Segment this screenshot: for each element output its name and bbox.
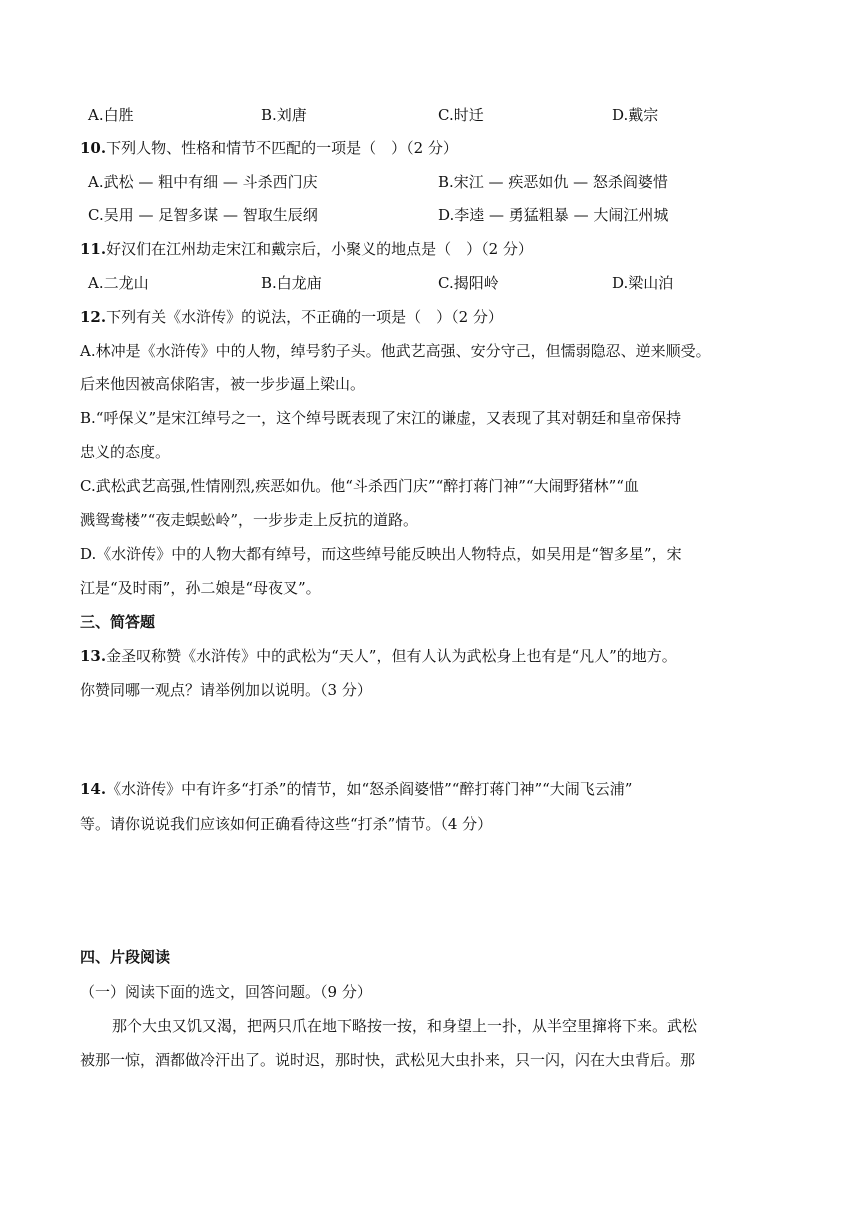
q14-line2: 等。请你说说我们应该如何正确看待这些“打杀”情节。（4 分）: [80, 815, 493, 833]
q9-option-a: A.白胜: [88, 106, 134, 124]
q12-option-b-line1: B.“呼保义”是宋江绰号之一，这个绰号既表现了宋江的谦虚，又表现了其对朝廷和皇帝保持: [80, 409, 682, 427]
q13-number: 13.: [80, 647, 107, 665]
q12-stem: [80, 306, 503, 328]
q12-option-c-line1: C.武松武艺高强,性情刚烈,疾恶如仇。他“斗杀西门庆”“醉打蒋门神”“大闹野猪林”“血: [80, 477, 639, 495]
q10-option-c: C.吴用 — 足智多谋 — 智取生辰纲: [88, 206, 318, 224]
q10-option-a: A.武松 — 粗中有细 — 斗杀西门庆: [88, 173, 318, 191]
q13-line1: [80, 645, 677, 667]
q10-option-d: D.李逵 — 勇猛粗暴 — 大闹江州城: [438, 206, 669, 224]
q12-option-a-line1: A.林冲是《水浒传》中的人物，绰号豹子头。他武艺高强、安分守己，但懦弱隐忍、逆来顺受。: [80, 342, 711, 360]
q9-option-b: B.刘唐: [261, 106, 307, 124]
q11-option-a: A.二龙山: [88, 274, 149, 292]
q12-option-d-line1: D.《水浒传》中的人物大都有绰号，而这些绰号能反映出人物特点，如吴用是“智多星”，宋: [80, 545, 682, 563]
section-4-heading: 四、片段阅读: [80, 948, 171, 966]
reading-paragraph-line2: 被那一惊，酒都做冷汗出了。说时迟，那时快，武松见大虫扑来，只一闪，闪在大虫背后。那: [80, 1051, 696, 1069]
reading-paragraph-line1: 那个大虫又饥又渴，把两只爪在地下略按一按，和身望上一扑，从半空里撺将下来。武松: [112, 1017, 698, 1035]
q12-option-c-line2: 溅鸳鸯楼”“夜走蜈蚣岭”，一步步走上反抗的道路。: [80, 511, 419, 529]
q10-number: 10.: [80, 139, 107, 157]
q11-number: 11.: [80, 240, 107, 258]
q13-text: 金圣叹称赞《水浒传》中的武松为“天人”，但有人认为武松身上也有是“凡人”的地方。: [106, 647, 677, 665]
q12-option-d-line2: 江是“及时雨”，孙二娘是“母夜叉”。: [80, 579, 321, 597]
q10-text: 下列人物、性格和情节不匹配的一项是（ ）（2 分）: [106, 139, 458, 157]
q13-line2: 你赞同哪一观点？请举例加以说明。（3 分）: [80, 681, 372, 699]
q9-option-c: C.时迁: [438, 106, 484, 124]
q12-option-a-line2: 后来他因被高俅陷害，被一步步逼上梁山。: [80, 375, 366, 393]
reading-intro: （一）阅读下面的选文，回答问题。（9 分）: [80, 983, 372, 1001]
q14-number: 14.: [80, 780, 107, 798]
q11-stem: [80, 238, 533, 260]
q11-option-c: C.揭阳岭: [438, 274, 499, 292]
q10-stem: [80, 137, 458, 159]
section-3-heading: 三、简答题: [80, 613, 156, 631]
q10-option-b: B.宋江 — 疾恶如仇 — 怒杀阎婆惜: [438, 173, 668, 191]
q9-option-d: D.戴宗: [612, 106, 659, 124]
q14-line1: [80, 778, 632, 800]
q12-text: 下列有关《水浒传》的说法，不正确的一项是（ ）（2 分）: [106, 308, 503, 326]
q12-option-b-line2: 忠义的态度。: [80, 443, 171, 461]
q11-option-d: D.梁山泊: [612, 274, 674, 292]
q12-number: 12.: [80, 308, 107, 326]
q11-text: 好汉们在江州劫走宋江和戴宗后，小聚义的地点是（ ）（2 分）: [106, 240, 533, 258]
q14-text: 《水浒传》中有许多“打杀”的情节，如“怒杀阎婆惜”“醉打蒋门神”“大闹飞云浦”: [106, 780, 633, 798]
q11-option-b: B.白龙庙: [261, 274, 322, 292]
